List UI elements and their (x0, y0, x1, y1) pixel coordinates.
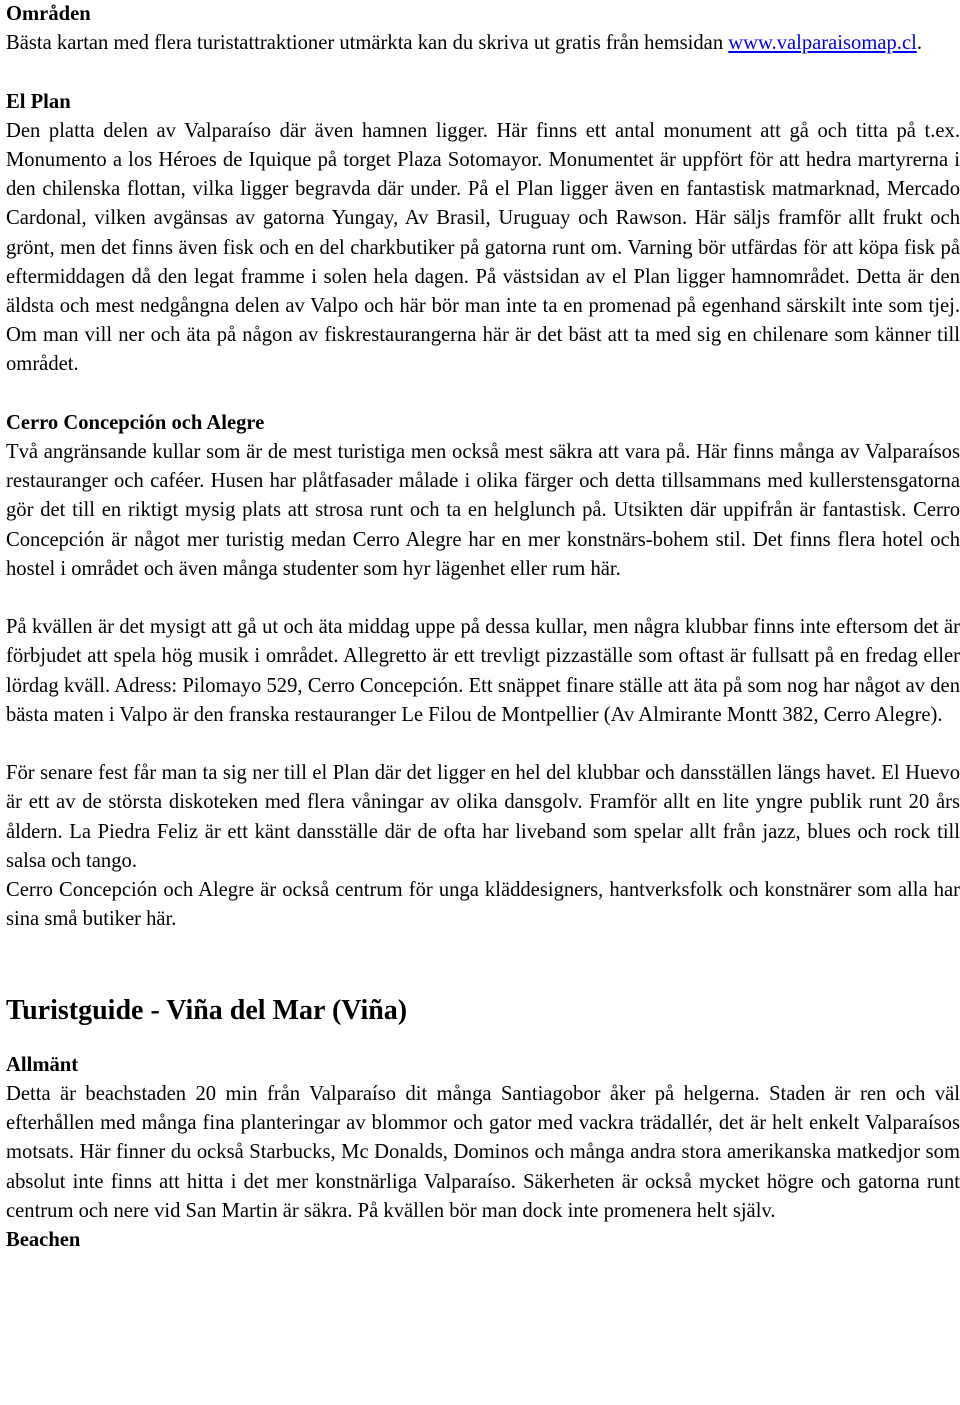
spacer (6, 58, 960, 87)
cerro-paragraph-2: På kvällen är det mysigt att gå ut och äta middag uppe på dessa kullar, men några klubbar finns inte eftersom det är förbjudet att spela hög musik i området. Allegretto är ett trevligt pizzaställe som oftast är fullsatt på en fredag eller lördag kväll. Adress: Pilomayo 529, Cerro Concepción. Ett snäppet finare ställe att äta på som nog har något av den bästa maten i Valpo är den franska restauranger Le Filou de Montpellier (Av Almirante Montt 382, Cerro Alegre). (6, 616, 960, 726)
cerro-paragraph-4: Cerro Concepción och Alegre är också centrum för unga kläddesigners, hantverksfolk och konstnärer som alla har sina små butiker här. (6, 879, 960, 931)
spacer (6, 1029, 960, 1051)
omraden-link-suffix: . (916, 32, 922, 55)
cerro-paragraph-3: För senare fest får man ta sig ner till el Plan där det ligger en hel del klubbar och dansställen längs havet. El Huevo är ett av de största diskoteken med flera våningar av olika dansgolv. Framför allt en lite yngre publik runt 20 års åldern. La Piedra Feliz är ett känt dansställe där de ofta har liveband som spelar allt från jazz, blues och rock till salsa och tango. (6, 762, 960, 872)
omraden-intro-text: Bästa kartan med flera turistattraktioner utmärkta kan du skriva ut gratis från hemsidan (6, 32, 724, 55)
spacer (6, 584, 960, 613)
section-heading-el-plan: El Plan (6, 90, 71, 113)
vina-title: Turistguide - Viña del Mar (Viña) (6, 994, 408, 1026)
spacer (6, 380, 960, 409)
spacer (6, 964, 960, 993)
valparaisomap-link[interactable]: www.valparaisomap.cl (728, 32, 917, 55)
section-heading-allmant: Allmänt (6, 1053, 79, 1076)
omraden-intro (6, 29, 960, 58)
document-page (6, 0, 960, 1255)
section-heading-beachen: Beachen (6, 1229, 81, 1252)
spacer (6, 934, 960, 963)
el-plan-body: Den platta delen av Valparaíso där även hamnen ligger. Här finns ett antal monument att gå och titta på t.ex. Monumento a los Héroes de Iquique på torget Plaza Sotomayor. Monumentet är uppfört för att hedra martyrerna i den chilenska flottan, vilka ligger begravda där under. På el Plan ligger även en fantastisk matmarknad, Mercado Cardonal, vilken avgänsas av gatorna Yungay, Av Brasil, Uruguay och Rawson. Här säljs framför allt frukt och grönt, men det finns även fisk och en del charkbutiker på gatorna runt om. Varning bör utfärdas för att köpa fisk på eftermiddagen då den legat framme i solen hela dagen. På västsidan av el Plan ligger hamnområdet. Detta är den äldsta och mest nedgångna delen av Valpo och här bör man inte ta en promenad på egenhand särskilt inte som tjej. Om man vill ner och äta på någon av fiskrestaurangerna här är det bäst att ta med sig en chilenare som känner till området. (6, 119, 960, 376)
allmant-body: Detta är beachstaden 20 min från Valparaíso dit många Santiagobor åker på helgerna. Staden är ren och väl efterhållen med många fina planteringar av blommor och gator med vackra trädallér, det är helt enkelt Valparaísos motsats. Här finner du också Starbucks, Mc Donalds, Dominos och många andra stora amerikanska matkedjor som absolut inte finns att hitta i det mer konstnärliga Valparaíso. Säkerheten är också mycket högre och gatorna runt centrum och nere vid San Martin är säkra. På kvällen bör man dock inte promenera helt själv. (6, 1083, 960, 1222)
spacer (6, 730, 960, 759)
section-heading-omraden: Områden (6, 3, 91, 25)
section-heading-cerro: Cerro Concepción och Alegre (6, 411, 265, 434)
cerro-paragraph-1: Två angränsande kullar som är de mest turistiga men också mest säkra att vara på. Här finns många av Valparaísos restauranger och caféer. Husen har plåtfasader målade i olika färger och detta tillsammans med kullerstensgatorna gör det till en riktigt mysig plats att strosa runt och ta en helglunch på. Utsikten där uppifrån är fantastisk. Cerro Concepción är något mer turistig medan Cerro Alegre har en mer konstnärs-bohem stil. Det finns flera hotel och hostel i området och även många studenter som hyr lägenhet eller rum här. (6, 441, 960, 580)
